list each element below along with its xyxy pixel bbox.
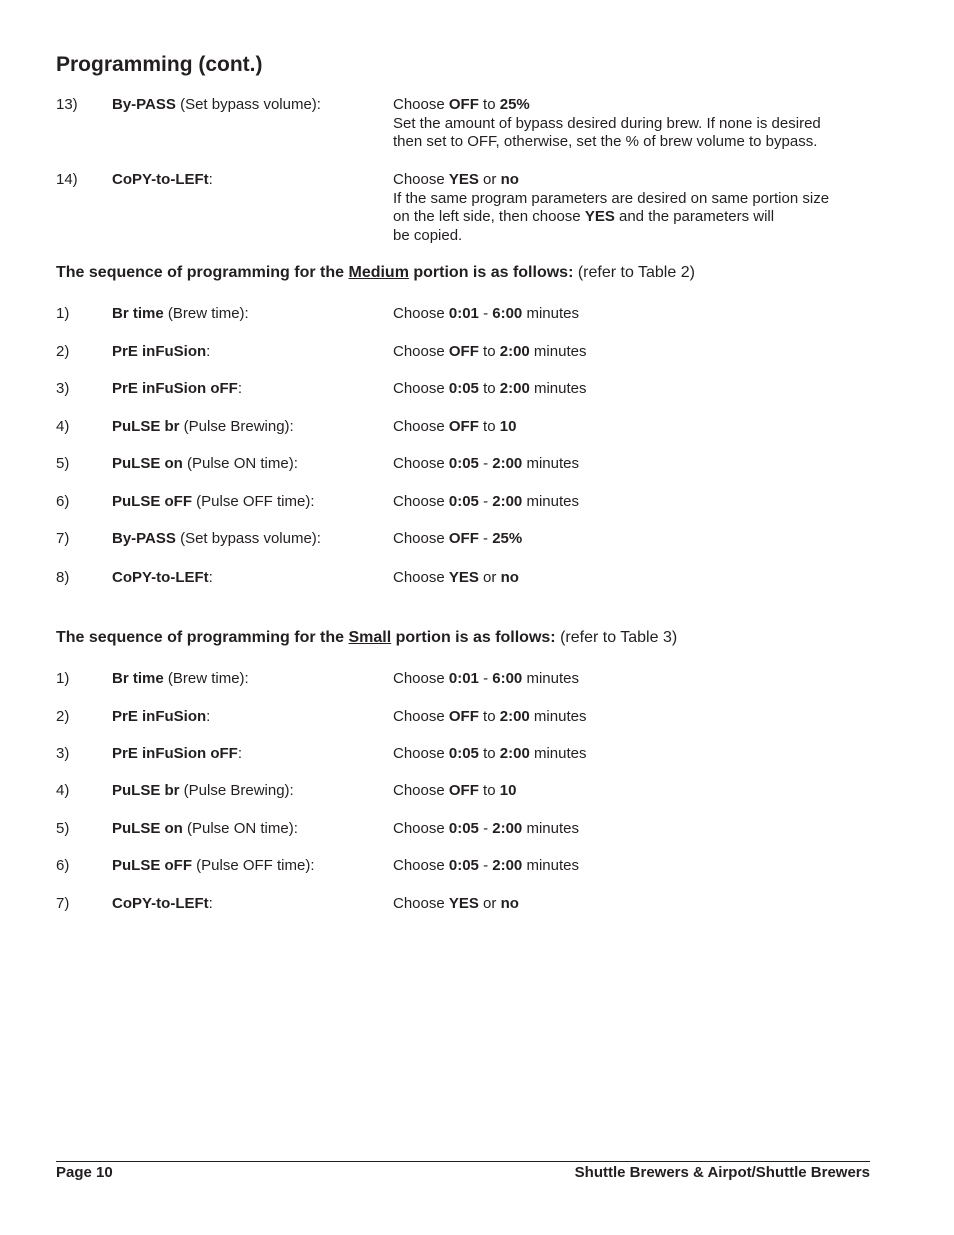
param-description xyxy=(393,455,863,474)
item-number: 4) xyxy=(56,782,70,799)
value-max: 2:00 xyxy=(492,493,523,510)
param-code: PuLSE on xyxy=(112,820,183,837)
value-max: 25% xyxy=(499,96,530,113)
range-sep: to xyxy=(478,380,500,397)
value-min: YES xyxy=(448,171,479,188)
range-sep: or xyxy=(478,895,501,912)
heading-text: The sequence of programming for the xyxy=(56,629,349,646)
value-min: 0:05 xyxy=(448,493,479,510)
choose-text: Choose xyxy=(393,96,449,113)
param-description xyxy=(393,857,863,876)
range-sep: to xyxy=(478,343,500,360)
value-max: 2:00 xyxy=(499,745,530,762)
item-number: 13) xyxy=(56,96,78,113)
desc-line: If the same program parameters are desired on same portion size xyxy=(393,189,830,207)
param-note: : xyxy=(237,380,242,397)
page-number: Page 10 xyxy=(56,1164,113,1181)
param-note: (Brew time): xyxy=(163,670,249,687)
value-min: 0:01 xyxy=(448,670,479,687)
param-note: (Brew time): xyxy=(163,305,249,322)
param-note: : xyxy=(208,569,213,586)
choose-text: Choose xyxy=(393,820,449,837)
heading-ref: (refer to Table 2) xyxy=(573,264,695,281)
item-number: 5) xyxy=(56,820,70,837)
param-note: (Pulse ON time): xyxy=(182,820,298,837)
value-max: 2:00 xyxy=(499,708,530,725)
param-note: (Pulse Brewing): xyxy=(179,418,294,435)
item-number: 7) xyxy=(56,530,70,547)
section-heading-small xyxy=(56,628,876,648)
desc-text: on the left side, then choose xyxy=(393,208,585,225)
choose-text: Choose xyxy=(393,857,449,874)
choose-text: Choose xyxy=(393,380,449,397)
item-number: 6) xyxy=(56,493,70,510)
section-heading-medium xyxy=(56,263,876,283)
param-code: CoPY-to-LEFt xyxy=(112,895,209,912)
param-code: PuLSE br xyxy=(112,782,180,799)
param-note: (Set bypass volume): xyxy=(175,96,321,113)
heading-text: portion is as follows: xyxy=(408,264,574,281)
range-sep: - xyxy=(478,530,493,547)
range-sep: to xyxy=(478,708,500,725)
param-note: (Set bypass volume): xyxy=(175,530,321,547)
value-max: 25% xyxy=(492,530,523,547)
heading-text: portion is as follows: xyxy=(391,629,556,646)
desc-text: and the parameters will xyxy=(614,208,775,225)
value-min: OFF xyxy=(448,782,479,799)
param-description xyxy=(393,418,863,437)
param-description xyxy=(393,569,863,588)
unit-text: minutes xyxy=(522,305,579,322)
unit-text: minutes xyxy=(529,708,587,725)
param-description xyxy=(393,895,863,914)
param-label xyxy=(112,857,315,876)
range-sep: - xyxy=(478,305,493,322)
choose-text: Choose xyxy=(393,670,449,687)
param-description xyxy=(393,343,863,362)
unit-text: minutes xyxy=(529,343,587,360)
param-label xyxy=(112,305,249,324)
param-description xyxy=(393,380,863,399)
param-label xyxy=(112,569,213,588)
item-number: 7) xyxy=(56,895,70,912)
item-number: 14) xyxy=(56,171,78,188)
param-label xyxy=(112,343,210,362)
item-number: 3) xyxy=(56,380,70,397)
param-note: (Pulse OFF time): xyxy=(192,493,315,510)
range-sep: or xyxy=(478,171,501,188)
param-description xyxy=(393,670,863,689)
desc-line: then set to OFF, otherwise, set the % of brew volume to bypass. xyxy=(393,133,818,150)
param-description xyxy=(393,305,863,324)
unit-text: minutes xyxy=(529,745,587,762)
param-description xyxy=(393,171,863,245)
value-min: OFF xyxy=(448,530,479,547)
param-label xyxy=(112,895,213,914)
value-min: OFF xyxy=(448,96,479,113)
param-description xyxy=(393,745,863,764)
value-max: 2:00 xyxy=(492,455,523,472)
param-note: (Pulse Brewing): xyxy=(179,782,294,799)
range-sep: to xyxy=(478,745,500,762)
param-label xyxy=(112,171,213,190)
param-note: : xyxy=(206,708,211,725)
value-min: 0:05 xyxy=(448,857,479,874)
param-label xyxy=(112,418,294,437)
heading-portion: Small xyxy=(348,629,392,646)
value-max: 2:00 xyxy=(499,343,530,360)
choose-text: Choose xyxy=(393,343,449,360)
param-description xyxy=(393,493,863,512)
value-min: YES xyxy=(448,569,479,586)
choose-text: Choose xyxy=(393,745,449,762)
desc-line xyxy=(393,208,863,227)
choose-text: Choose xyxy=(393,493,449,510)
desc-line: Set the amount of bypass desired during brew. If none is desired xyxy=(393,114,821,132)
value-min: YES xyxy=(448,895,479,912)
value-min: OFF xyxy=(448,418,479,435)
value-max: no xyxy=(500,171,519,188)
param-description xyxy=(393,96,863,152)
param-code: Br time xyxy=(112,670,164,687)
unit-text: minutes xyxy=(522,857,579,874)
unit-text: minutes xyxy=(522,493,579,510)
param-code: PuLSE br xyxy=(112,418,180,435)
param-description xyxy=(393,782,863,801)
choose-text: Choose xyxy=(393,782,449,799)
choose-text: Choose xyxy=(393,530,449,547)
item-number: 8) xyxy=(56,569,70,586)
value-max: 6:00 xyxy=(492,305,523,322)
item-number: 5) xyxy=(56,455,70,472)
param-code: By-PASS xyxy=(112,96,176,113)
param-code: PuLSE oFF xyxy=(112,857,192,874)
param-label xyxy=(112,820,298,839)
item-number: 3) xyxy=(56,745,70,762)
choose-text: Choose xyxy=(393,455,449,472)
range-sep: to xyxy=(478,418,500,435)
range-sep: - xyxy=(478,857,493,874)
range-sep: - xyxy=(478,670,493,687)
range-sep: - xyxy=(478,455,493,472)
value-min: OFF xyxy=(448,708,479,725)
value-max: no xyxy=(500,895,519,912)
heading-text: The sequence of programming for the xyxy=(56,264,349,281)
unit-text: minutes xyxy=(522,455,579,472)
desc-line: be copied. xyxy=(393,226,463,244)
item-number: 6) xyxy=(56,857,70,874)
param-label xyxy=(112,96,321,115)
choose-text: Choose xyxy=(393,418,449,435)
param-note: (Pulse ON time): xyxy=(182,455,298,472)
value-min: 0:05 xyxy=(448,380,479,397)
item-number: 2) xyxy=(56,343,70,360)
param-code: By-PASS xyxy=(112,530,176,547)
value-min: OFF xyxy=(448,343,479,360)
param-description xyxy=(393,530,863,549)
item-number: 2) xyxy=(56,708,70,725)
value-max: 10 xyxy=(499,418,517,435)
param-code: PrE inFuSion oFF xyxy=(112,380,238,397)
param-code: PrE inFuSion oFF xyxy=(112,745,238,762)
param-code: PrE inFuSion xyxy=(112,708,207,725)
param-code: Br time xyxy=(112,305,164,322)
choose-text: Choose xyxy=(393,171,449,188)
choose-text: Choose xyxy=(393,708,449,725)
unit-text: minutes xyxy=(522,820,579,837)
page-title: Programming (cont.) xyxy=(56,53,263,76)
value-min: 0:05 xyxy=(448,820,479,837)
value-min: 0:01 xyxy=(448,305,479,322)
param-note: : xyxy=(206,343,211,360)
item-number: 1) xyxy=(56,305,70,322)
heading-portion: Medium xyxy=(348,264,409,281)
footer-doc-title: Shuttle Brewers & Airpot/Shuttle Brewers xyxy=(574,1164,870,1181)
value-max: 2:00 xyxy=(492,857,523,874)
param-note: : xyxy=(208,171,213,188)
choose-text: Choose xyxy=(393,895,449,912)
unit-text: minutes xyxy=(522,670,579,687)
param-code: PuLSE oFF xyxy=(112,493,192,510)
value-max: 10 xyxy=(499,782,517,799)
param-note: : xyxy=(208,895,213,912)
param-note: (Pulse OFF time): xyxy=(192,857,315,874)
param-code: PuLSE on xyxy=(112,455,183,472)
param-label xyxy=(112,455,298,474)
range-sep: - xyxy=(478,820,493,837)
value-min: 0:05 xyxy=(448,745,479,762)
value-min: 0:05 xyxy=(448,455,479,472)
param-code: CoPY-to-LEFt xyxy=(112,171,209,188)
value-max: 2:00 xyxy=(499,380,530,397)
param-label xyxy=(112,380,242,399)
param-label xyxy=(112,530,321,549)
param-description xyxy=(393,708,863,727)
range-sep: to xyxy=(478,96,500,113)
footer-divider xyxy=(56,1161,870,1162)
value-max: no xyxy=(500,569,519,586)
param-description xyxy=(393,820,863,839)
value-max: 6:00 xyxy=(492,670,523,687)
choose-text: Choose xyxy=(393,305,449,322)
param-label xyxy=(112,745,242,764)
range-sep: or xyxy=(478,569,501,586)
item-number: 4) xyxy=(56,418,70,435)
param-label xyxy=(112,493,315,512)
param-label xyxy=(112,670,249,689)
param-note: : xyxy=(237,745,242,762)
unit-text: minutes xyxy=(529,380,587,397)
value-max: 2:00 xyxy=(492,820,523,837)
param-code: PrE inFuSion xyxy=(112,343,207,360)
desc-bold: YES xyxy=(584,208,615,225)
range-sep: to xyxy=(478,782,500,799)
param-label xyxy=(112,782,294,801)
range-sep: - xyxy=(478,493,493,510)
item-number: 1) xyxy=(56,670,70,687)
choose-text: Choose xyxy=(393,569,449,586)
param-label xyxy=(112,708,210,727)
heading-ref: (refer to Table 3) xyxy=(555,629,678,646)
param-code: CoPY-to-LEFt xyxy=(112,569,209,586)
